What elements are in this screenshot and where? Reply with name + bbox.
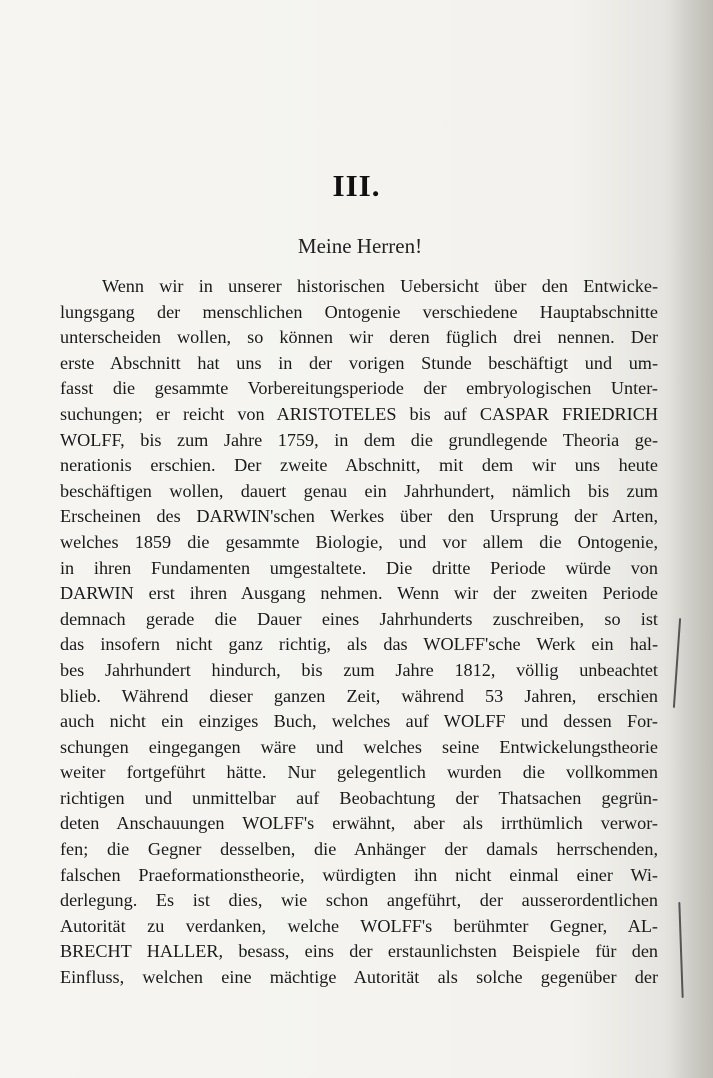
text-line: in ihren Fundamenten umgestaltete. Die dritte Periode würde von <box>60 557 658 578</box>
text-line: demnach gerade die Dauer eines Jahrhunderts zuschreiben, so ist <box>60 608 658 629</box>
text-line: auch nicht ein einziges Buch, welches auf WOLFF und dessen For- <box>60 711 658 732</box>
text-line: Erscheinen des DARWIN'schen Werkes über den Ursprung der Arten, <box>60 506 658 527</box>
text-line: fen; die Gegner desselben, die Anhänger der damals herrschenden, <box>60 839 658 860</box>
page-edge-shadow <box>665 0 713 1078</box>
text-line: weiter fortgeführt hätte. Nur gelegentlich wurden die vollkommen <box>60 762 658 783</box>
text-line: beschäftigen wollen, dauert genau ein Jahrhundert, nämlich bis zum <box>60 480 658 501</box>
text-line: richtigen und unmittelbar auf Beobachtung der Thatsachen gegrün- <box>60 787 658 808</box>
text-line: blieb. Während dieser ganzen Zeit, während 53 Jahren, erschien <box>60 685 658 706</box>
text-line: derlegung. Es ist dies, wie schon angeführt, der ausserordentlichen <box>60 890 658 911</box>
text-line: unterscheiden wollen, so können wir deren füglich drei nennen. Der <box>60 327 658 348</box>
text-line: fasst die gesammte Vorbereitungsperiode der embryologischen Unter- <box>60 378 658 399</box>
salutation: Meine Herren! <box>297 234 423 258</box>
text-line: lungsgang der menschlichen Ontogenie verschiedene Hauptabschnitte <box>60 301 658 322</box>
text-line: Autorität zu verdanken, welche WOLFF's berühmter Gegner, AL- <box>60 915 658 936</box>
text-line: das insofern nicht ganz richtig, als das WOLFF'sche Werk ein hal- <box>60 634 658 655</box>
text-line: bes Jahrhundert hindurch, bis zum Jahre 1812, völlig unbeachtet <box>60 659 658 680</box>
text-line: welches 1859 die gesammte Biologie, und vor allem die Ontogenie, <box>60 531 658 552</box>
text-line: BRECHT HALLER, besass, eins der erstaunlichsten Beispiele für den <box>60 941 658 962</box>
chapter-number: III. <box>332 168 381 203</box>
text-line: Wenn wir in unserer historischen Uebersicht über den Entwicke- <box>102 276 658 296</box>
text-line: falschen Praeformationstheorie, würdigten ihn nicht einmal einer Wi- <box>60 864 658 885</box>
body-text <box>60 274 658 991</box>
text-line: DARWIN erst ihren Ausgang nehmen. Wenn wir der zweiten Periode <box>60 583 658 604</box>
text-line: erste Abschnitt hat uns in der vorigen Stunde beschäftigt und um- <box>60 352 658 373</box>
text-line: WOLFF, bis zum Jahre 1759, in dem die grundlegende Theoria ge- <box>60 429 658 450</box>
text-line: nerationis erschien. Der zweite Abschnitt, mit dem wir uns heute <box>60 455 658 476</box>
text-line: Einfluss, welchen eine mächtige Autorität als solche gegenüber der <box>60 967 658 988</box>
text-line: suchungen; er reicht von ARISTOTELES bis auf CASPAR FRIEDRICH <box>60 403 658 424</box>
text-line: deten Anschauungen WOLFF's erwähnt, aber als irrthümlich verwor- <box>60 813 658 834</box>
text-line: schungen eingegangen wäre und welches seine Entwickelungstheorie <box>60 736 658 757</box>
